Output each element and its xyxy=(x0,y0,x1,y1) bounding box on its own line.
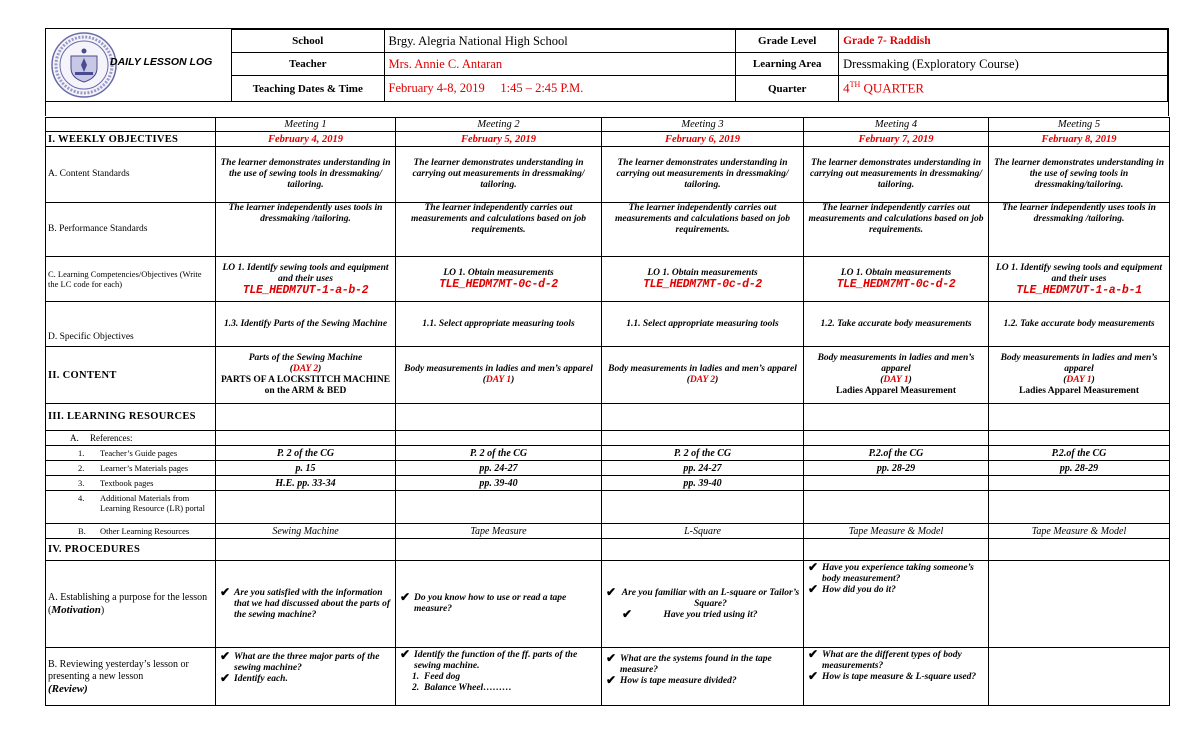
specific-objective-m4: 1.2. Take accurate body measurements xyxy=(804,302,989,347)
reviewing-row xyxy=(46,648,1170,706)
learning-area-value: Dressmaking (Exploratory Course) xyxy=(839,53,1168,76)
competency-m3-code: TLE_HEDM7MT-0c-d-2 xyxy=(643,278,762,291)
learners-materials-label xyxy=(46,461,216,476)
content-standard-m1: The learner demonstrates understanding in the use of sewing tools in dressmaking/ tailoring. xyxy=(216,147,396,203)
specific-objective-m3: 1.1. Select appropriate measuring tools xyxy=(602,302,804,347)
competency-m4-lo: LO 1. Obtain measurements xyxy=(840,268,952,278)
other-resources-row xyxy=(46,524,1170,539)
check-icon: ✔ xyxy=(220,584,231,599)
reviewing-label-b: (Review) xyxy=(48,682,88,695)
quarter-text: QUARTER xyxy=(860,80,925,96)
school-value: Brgy. Alegria National High School xyxy=(384,30,736,53)
empty-cell xyxy=(804,539,989,561)
teachers-guide-marker: 1. xyxy=(78,448,85,458)
competency-m4 xyxy=(804,257,989,302)
meeting-1-header: Meeting 1 xyxy=(216,118,396,132)
content-standards-row xyxy=(46,147,1170,203)
performance-standard-m3: The learner independently carries out measurements and calculations based on job requirements. xyxy=(602,203,804,257)
empty-cell xyxy=(804,404,989,431)
learners-materials-m4: pp. 28-29 xyxy=(804,461,989,476)
references-label xyxy=(46,431,216,446)
content-m5-day: DAY 1 xyxy=(1066,375,1092,385)
content-m4-day: DAY 1 xyxy=(883,375,909,385)
teachers-guide-row xyxy=(46,446,1170,461)
textbook-marker: 3. xyxy=(78,478,85,488)
content-m1-extra: PARTS OF A LOCKSTITCH MACHINE on the ARM & BED xyxy=(220,375,391,396)
teaching-dates-label: Teaching Dates & Time xyxy=(232,76,385,102)
textbook-label xyxy=(46,476,216,491)
date-meeting-5: February 8, 2019 xyxy=(989,132,1170,147)
learners-materials-text: Learner’s Materials pages xyxy=(100,463,189,473)
content-m5-extra: Ladies Apparel Measurement xyxy=(1019,386,1139,396)
other-resources-m3: L-Square xyxy=(602,524,804,539)
content-m2-day: DAY 1 xyxy=(485,375,512,385)
textbook-m2: pp. 39-40 xyxy=(396,476,602,491)
performance-standard-m2: The learner independently carries out measurements and calculations based on job requirements. xyxy=(396,203,602,257)
establishing-m1-q1: Are you satisfied with the information that we had discussed about the parts of the sewing machine? xyxy=(234,587,390,620)
list-marker: 1. xyxy=(412,672,420,682)
empty-cell xyxy=(396,404,602,431)
performance-standards-row xyxy=(46,203,1170,257)
meeting-4-header: Meeting 4 xyxy=(804,118,989,132)
additional-materials-marker: 4. xyxy=(78,493,85,503)
weekly-objectives-label: I. WEEKLY OBJECTIVES xyxy=(46,132,216,147)
competency-m3 xyxy=(602,257,804,302)
teachers-guide-m5: P.2.of the CG xyxy=(989,446,1170,461)
empty-cell xyxy=(989,491,1170,524)
meeting-3-header: Meeting 3 xyxy=(602,118,804,132)
check-icon: ✔ xyxy=(622,606,633,621)
content-m5-title: Body measurements in ladies and men’s apparel xyxy=(1000,353,1158,374)
teachers-guide-m4: P.2.of the CG xyxy=(804,446,989,461)
empty-cell xyxy=(396,491,602,524)
empty-cell xyxy=(216,431,396,446)
empty-cell xyxy=(989,539,1170,561)
textbook-m4 xyxy=(804,476,989,491)
content-standard-m5: The learner demonstrates understanding in the use of sewing tools in dressmaking/tailoring. xyxy=(989,147,1170,203)
content-m1-title: Parts of the Sewing Machine xyxy=(248,353,363,363)
content-m2: Body measurements in ladies and men’s apparel (DAY 1) xyxy=(396,347,602,404)
reviewing-m5 xyxy=(989,648,1170,706)
teaching-dates-value xyxy=(384,76,736,102)
school-label: School xyxy=(232,30,385,53)
specific-objectives-label: D. Specific Objectives xyxy=(46,302,216,347)
reviewing-m2-item2: Balance Wheel……… xyxy=(424,683,512,693)
establishing-m4-q2: How did you do it? xyxy=(822,585,896,595)
empty-cell xyxy=(989,431,1170,446)
header-gap-line xyxy=(45,102,1169,116)
additional-materials-label xyxy=(46,491,216,524)
establishing-label-c: ) xyxy=(100,605,105,616)
performance-standard-m1: The learner independently uses tools in dressmaking /tailoring. xyxy=(216,203,396,257)
teachers-guide-m2: P. 2 of the CG xyxy=(396,446,602,461)
establishing-m3 xyxy=(602,561,804,648)
specific-objective-m1: 1.3. Identify Parts of the Sewing Machine xyxy=(216,302,396,347)
empty-cell xyxy=(602,404,804,431)
header xyxy=(45,28,1169,102)
reviewing-label-a: B. Reviewing yesterday’s lesson or presenting a new lesson xyxy=(48,658,189,682)
learning-resources-row xyxy=(46,404,1170,431)
learners-materials-marker: 2. xyxy=(78,463,85,473)
reviewing-m3 xyxy=(602,648,804,706)
check-icon: ✔ xyxy=(808,582,819,596)
empty-cell xyxy=(396,431,602,446)
additional-materials-text: Additional Materials from Learning Resource (LR) portal xyxy=(100,493,206,513)
establishing-m2-q1: Do you know how to use or read a tape measure? xyxy=(414,593,567,614)
reviewing-m4-q1: What are the different types of body measurements? xyxy=(822,650,962,671)
specific-objective-m2: 1.1. Select appropriate measuring tools xyxy=(396,302,602,347)
empty-cell xyxy=(602,539,804,561)
teaching-dates-date: February 4-8, 2019 xyxy=(388,81,485,95)
learners-materials-m1: p. 15 xyxy=(216,461,396,476)
content-m1: Parts of the Sewing Machine (DAY 2) PARTS OF A LOCKSTITCH MACHINE on the ARM & BED xyxy=(216,347,396,404)
empty-cell xyxy=(804,491,989,524)
weekly-objectives-row xyxy=(46,132,1170,147)
learners-materials-m2: pp. 24-27 xyxy=(396,461,602,476)
empty-cell xyxy=(602,431,804,446)
content-standard-m3: The learner demonstrates understanding in carrying out measurements in dressmaking/ tailoring. xyxy=(602,147,804,203)
reviewing-m3-q2: How is tape measure divided? xyxy=(620,676,737,686)
establishing-purpose-label xyxy=(46,561,216,648)
competency-m5-code: TLE_HEDM7UT-1-a-b-1 xyxy=(1016,283,1142,297)
teachers-guide-label xyxy=(46,446,216,461)
textbook-row xyxy=(46,476,1170,491)
check-icon: ✔ xyxy=(606,673,617,687)
learning-area-label: Learning Area xyxy=(736,53,839,76)
lesson-log-table xyxy=(45,117,1170,706)
check-icon: ✔ xyxy=(400,647,411,661)
performance-standard-m4: The learner independently carries out measurements and calculations based on job requirements. xyxy=(804,203,989,257)
content-standards-label: A. Content Standards xyxy=(46,147,216,203)
references-text: References: xyxy=(90,432,133,443)
establishing-m3-q1: Are you familiar with an L-square or Tailor’s Square? xyxy=(621,587,800,609)
competency-m2-lo: LO 1. Obtain measurements xyxy=(443,268,554,278)
other-resources-m1: Sewing Machine xyxy=(216,524,396,539)
deped-seal-icon xyxy=(51,32,117,98)
meetings-header-row xyxy=(46,118,1170,132)
establishing-m4-q1: Have you experience taking someone’s body measurement? xyxy=(822,563,974,584)
other-resources-m5: Tape Measure & Model xyxy=(989,524,1170,539)
check-icon: ✔ xyxy=(808,560,819,574)
quarter-suffix: TH xyxy=(849,80,861,90)
empty-cell xyxy=(989,404,1170,431)
other-resources-label xyxy=(46,524,216,539)
reviewing-m2-item1: Feed dog xyxy=(424,672,461,682)
teacher-value: Mrs. Annie C. Antaran xyxy=(384,53,736,76)
content-m4-extra: Ladies Apparel Measurement xyxy=(836,386,956,396)
specific-objective-m5: 1.2. Take accurate body measurements xyxy=(989,302,1170,347)
establishing-purpose-row xyxy=(46,561,1170,648)
content-m3: Body measurements in ladies and men’s apparel (DAY 2) xyxy=(602,347,804,404)
references-marker: A. xyxy=(70,432,79,443)
teacher-label: Teacher xyxy=(232,53,385,76)
daily-lesson-log-title: DAILY LESSON LOG xyxy=(110,56,213,68)
content-m2-title: Body measurements in ladies and men’s apparel xyxy=(404,364,593,374)
content-m4-title: Body measurements in ladies and men’s apparel xyxy=(817,353,975,374)
competency-m2 xyxy=(396,257,602,302)
reviewing-m4-q2: How is tape measure & L-square used? xyxy=(822,672,977,682)
competency-m5-lo: LO 1. Identify sewing tools and equipment and their uses xyxy=(996,262,1162,284)
textbook-m5 xyxy=(989,476,1170,491)
teachers-guide-m3: P. 2 of the CG xyxy=(602,446,804,461)
reviewing-m2 xyxy=(396,648,602,706)
additional-materials-row xyxy=(46,491,1170,524)
empty-cell xyxy=(602,491,804,524)
reviewing-m1-q1: What are the three major parts of the sewing machine? xyxy=(234,652,380,673)
check-icon: ✔ xyxy=(400,590,411,604)
content-standard-m2: The learner demonstrates understanding in carrying out measurements in dressmaking/ tailoring. xyxy=(396,147,602,203)
reviewing-m4 xyxy=(804,648,989,706)
empty-cell xyxy=(216,404,396,431)
content-m4: Body measurements in ladies and men’s apparel (DAY 1) Ladies Apparel Measurement xyxy=(804,347,989,404)
grade-level-value: Grade 7- Raddish xyxy=(839,30,1168,53)
other-resources-marker: B. xyxy=(78,526,86,536)
content-m5: Body measurements in ladies and men’s apparel (DAY 1) Ladies Apparel Measurement xyxy=(989,347,1170,404)
meeting-5-header: Meeting 5 xyxy=(989,118,1170,132)
textbook-m1: H.E. pp. 33-34 xyxy=(216,476,396,491)
empty-cell xyxy=(804,431,989,446)
textbook-m3: pp. 39-40 xyxy=(602,476,804,491)
check-icon: ✔ xyxy=(808,647,819,661)
empty-cell xyxy=(216,539,396,561)
logo-box xyxy=(46,29,231,101)
grade-level-label: Grade Level xyxy=(736,30,839,53)
competency-m5 xyxy=(989,257,1170,302)
date-meeting-2: February 5, 2019 xyxy=(396,132,602,147)
teachers-guide-text: Teacher’s Guide pages xyxy=(100,448,178,458)
establishing-m5 xyxy=(989,561,1170,648)
other-resources-m2: Tape Measure xyxy=(396,524,602,539)
list-marker: 2. xyxy=(412,683,420,693)
references-row xyxy=(46,431,1170,446)
date-meeting-1: February 4, 2019 xyxy=(216,132,396,147)
reviewing-m3-q1: What are the systems found in the tape measure? xyxy=(620,654,772,675)
content-m3-title: Body measurements in ladies and men’s apparel xyxy=(608,364,797,374)
date-meeting-3: February 6, 2019 xyxy=(602,132,804,147)
check-icon: ✔ xyxy=(606,651,617,665)
teaching-dates-time: 1:45 – 2:45 P.M. xyxy=(500,81,584,95)
content-m1-day: DAY 2 xyxy=(292,364,319,374)
establishing-label-b: Motivation xyxy=(51,604,101,616)
competency-m4-code: TLE_HEDM7MT-0c-d-2 xyxy=(836,278,956,291)
check-icon: ✔ xyxy=(220,649,231,663)
establishing-m4 xyxy=(804,561,989,648)
establishing-m1 xyxy=(216,561,396,648)
establishing-m2 xyxy=(396,561,602,648)
learners-materials-row xyxy=(46,461,1170,476)
content-row xyxy=(46,347,1170,404)
content-label: II. CONTENT xyxy=(46,347,216,404)
date-meeting-4: February 7, 2019 xyxy=(804,132,989,147)
specific-objectives-row xyxy=(46,302,1170,347)
teachers-guide-m1: P. 2 of the CG xyxy=(216,446,396,461)
learners-materials-m5: pp. 28-29 xyxy=(989,461,1170,476)
empty-cell xyxy=(216,491,396,524)
other-resources-text: Other Learning Resources xyxy=(100,526,190,536)
textbook-text: Textbook pages xyxy=(100,478,154,488)
performance-standards-label: B. Performance Standards xyxy=(46,203,216,257)
competency-m2-code: TLE_HEDM7MT-0c-d-2 xyxy=(439,278,558,291)
quarter-value xyxy=(839,76,1168,102)
performance-standard-m5: The learner independently uses tools in dressmaking /tailoring. xyxy=(989,203,1170,257)
content-m3-day: DAY 2 xyxy=(689,375,716,385)
check-icon: ✔ xyxy=(606,584,617,599)
competency-m1-lo: LO 1. Identify sewing tools and equipment and their uses xyxy=(222,262,389,284)
establishing-label-a: A. Establishing a purpose for the lesson ( xyxy=(48,592,208,616)
reviewing-m2-intro: Identify the function of the ff. parts of the sewing machine. xyxy=(414,650,578,671)
header-table xyxy=(231,29,1168,102)
reviewing-m1 xyxy=(216,648,396,706)
content-standard-m4: The learner demonstrates understanding in carrying out measurements in dressmaking/ tailoring. xyxy=(804,147,989,203)
empty-cell xyxy=(396,539,602,561)
other-resources-m4: Tape Measure & Model xyxy=(804,524,989,539)
procedures-row xyxy=(46,539,1170,561)
competencies-label: C. Learning Competencies/Objectives (Write the LC code for each) xyxy=(46,257,216,302)
procedures-label: IV. PROCEDURES xyxy=(46,539,216,561)
check-icon: ✔ xyxy=(808,669,819,683)
competency-m1 xyxy=(216,257,396,302)
competency-m1-code: TLE_HEDM7UT-1-a-b-2 xyxy=(242,283,369,297)
competency-m3-lo: LO 1. Obtain measurements xyxy=(647,268,758,278)
reviewing-m1-q2: Identify each. xyxy=(234,674,288,684)
reviewing-label xyxy=(46,648,216,706)
establishing-m3-q2: Have you tried using it? xyxy=(663,609,758,620)
learning-resources-label: III. LEARNING RESOURCES xyxy=(46,404,216,431)
learners-materials-m3: pp. 24-27 xyxy=(602,461,804,476)
check-icon: ✔ xyxy=(220,671,231,685)
quarter-label: Quarter xyxy=(736,76,839,102)
meetings-corner xyxy=(46,118,216,132)
quarter-number: 4 xyxy=(843,80,850,96)
meeting-2-header: Meeting 2 xyxy=(396,118,602,132)
competencies-row xyxy=(46,257,1170,302)
